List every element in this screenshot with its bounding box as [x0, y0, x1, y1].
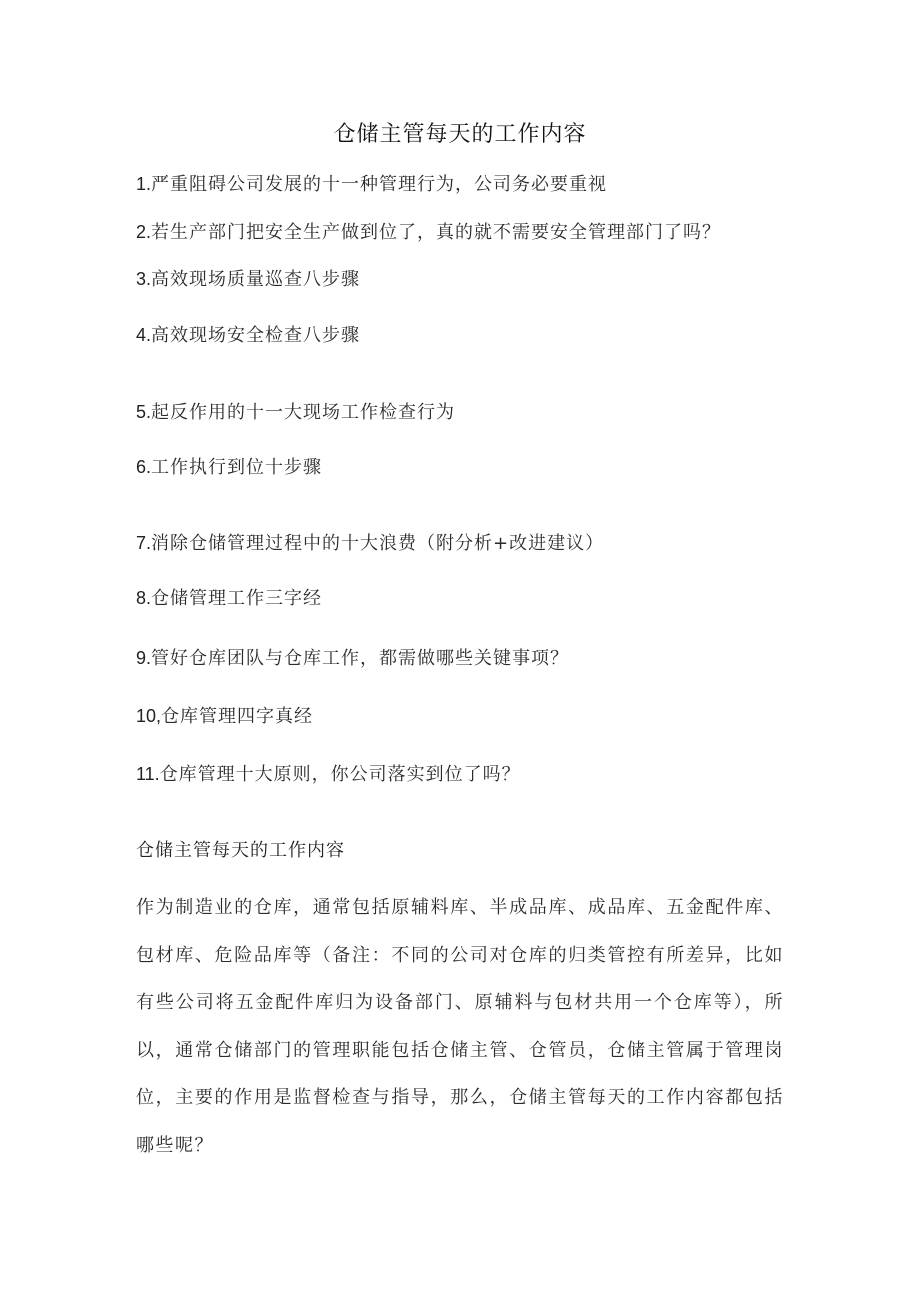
toc-item-7 — [136, 530, 604, 557]
toc-item-text: 仓库管理十大原则，你公司落实到位了吗？ — [159, 764, 521, 785]
toc-item-number: 4. — [136, 325, 152, 345]
toc-item-text: 若生产部门把安全生产做到位了，真的就不需要安全管理部门了吗？ — [151, 222, 722, 243]
toc-item-number: 2. — [136, 222, 152, 242]
toc-item-text: 严重阻碍公司发展的十一种管理行为，公司务必要重视 — [151, 174, 608, 195]
section-heading: 仓储主管每天的工作内容 — [136, 840, 345, 861]
toc-item-2 — [136, 219, 721, 246]
toc-item-number: 6. — [136, 457, 152, 477]
toc-item-3 — [136, 266, 360, 293]
toc-item-1 — [136, 171, 607, 198]
toc-item-text: 仓储管理工作三字经 — [151, 588, 323, 609]
toc-item-text: 工作执行到位十步骤 — [151, 457, 323, 478]
toc-item-number: 3. — [136, 269, 152, 289]
toc-item-text: 仓库管理四字真经 — [161, 706, 314, 727]
toc-item-text: 消除仓储管理过程中的十大浪费（附分析+改进建议） — [151, 533, 605, 554]
toc-item-11 — [136, 761, 521, 788]
document-title: 仓储主管每天的工作内容 — [333, 122, 587, 147]
toc-item-text: 高效现场安全检查八步骤 — [151, 325, 361, 346]
toc-item-number: 7. — [136, 533, 152, 553]
body-paragraph: 作为制造业的仓库，通常包括原辅料库、半成品库、成品库、五金配件库、包材库、危险品库等（备注：不同的公司对仓库的归类管控有所差异，比如有些公司将五金配件库归为设备部门、原辅料与包材共用一个仓库等），所以，通常仓储部门的管理职能包括仓储主管、仓管员，仓储主管属于管理岗位，主要的作用是监督检查与指导，那么，仓储主管每天的工作内容都包括哪些呢？ — [136, 897, 784, 1156]
toc-item-number: 11. — [136, 764, 160, 784]
toc-item-text: 管好仓库团队与仓库工作，都需做哪些关键事项？ — [151, 648, 570, 669]
toc-item-4 — [136, 322, 360, 349]
toc-item-number: 8. — [136, 588, 152, 608]
toc-item-number: 1. — [136, 174, 152, 194]
toc-item-number: 5. — [136, 402, 152, 422]
toc-item-10 — [136, 703, 313, 730]
toc-item-text: 起反作用的十一大现场工作检查行为 — [151, 402, 456, 423]
toc-item-text: 高效现场质量巡查八步骤 — [151, 269, 361, 290]
toc-item-6 — [136, 454, 322, 481]
toc-item-number: 9. — [136, 648, 152, 668]
toc-item-8 — [136, 585, 322, 612]
toc-item-number: 10, — [136, 706, 162, 726]
toc-item-9 — [136, 645, 569, 672]
toc-item-5 — [136, 399, 455, 426]
